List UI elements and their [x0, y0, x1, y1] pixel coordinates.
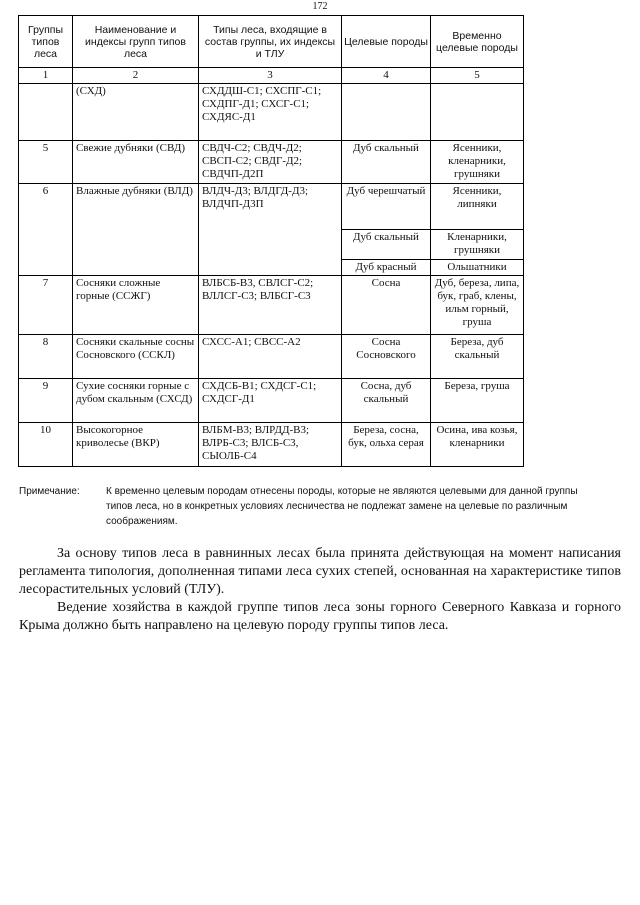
cell-target: Сосна, дуб скальный: [342, 379, 431, 423]
cell-types: СХДСБ-В1; СХДСГ-С1; СХДСГ-Д1: [199, 379, 342, 423]
column-number: 2: [73, 68, 199, 84]
cell-target: Дуб скальный: [342, 141, 431, 184]
note-label: Примечание:: [19, 486, 80, 497]
cell-temporary: Береза, груша: [431, 379, 524, 423]
cell-target: Сосна Сосновского: [342, 335, 431, 379]
cell-group: 5: [19, 141, 73, 184]
cell-target: Дуб скальный: [342, 230, 431, 260]
cell-target: [342, 84, 431, 141]
column-number: 3: [199, 68, 342, 84]
paragraph: Ведение хозяйства в каждой группе типов леса зоны горного Северного Кавказа и горного Крыма должно быть направлено на целевую породу группы типов леса.: [19, 600, 621, 633]
cell-name: Свежие дубняки (СВД): [73, 141, 199, 184]
cell-group: [19, 84, 73, 141]
forest-types-table: [18, 15, 524, 467]
paragraph: За основу типов леса в равнинных лесах была принята действующая на момент написания регламента типология, дополненная типами леса сухих степей, основанная на характеристике типов лесорастительных условий (ТЛУ).: [19, 546, 621, 597]
body-text: [19, 545, 621, 635]
table-row: [19, 379, 524, 423]
cell-group: 7: [19, 276, 73, 335]
column-number: 4: [342, 68, 431, 84]
cell-target: Береза, сосна, бук, ольха серая: [342, 423, 431, 467]
table-header-row: [19, 16, 524, 68]
cell-target: Сосна: [342, 276, 431, 335]
header-temporary: Временно целевые породы: [431, 16, 524, 68]
cell-target: Дуб красный: [342, 260, 431, 276]
cell-temporary: Дуб, береза, липа, бук, граб, клены, ильм горный, груша: [431, 276, 524, 335]
column-number: 5: [431, 68, 524, 84]
column-number-row: [19, 68, 524, 84]
cell-name: Сосняки сложные горные (ССЖГ): [73, 276, 199, 335]
cell-group: 9: [19, 379, 73, 423]
table-row: [19, 184, 524, 230]
table-row: [19, 276, 524, 335]
cell-temporary: Ясенники, липняки: [431, 184, 524, 230]
table-row: [19, 141, 524, 184]
cell-types: СХДДШ-С1; СХСПГ-С1; СХДПГ-Д1; СХСГ-С1; СХДЯС-Д1: [199, 84, 342, 141]
header-types: Типы леса, входящие в состав группы, их индексы и ТЛУ: [199, 16, 342, 68]
cell-temporary: Ясенники, кленарники, грушняки: [431, 141, 524, 184]
cell-group: 10: [19, 423, 73, 467]
table-row: [19, 335, 524, 379]
cell-types: ВЛБСБ-В3, СВЛСГ-С2; ВЛЛСГ-С3; ВЛБСГ-С3: [199, 276, 342, 335]
cell-group: 6: [19, 184, 73, 276]
page-number: 172: [312, 1, 328, 12]
cell-types: ВЛДЧ-Д3; ВЛДГД-Д3; ВЛДЧП-Д3П: [199, 184, 342, 276]
header-name: Наименование и индексы групп типов леса: [73, 16, 199, 68]
cell-types: СВДЧ-С2; СВДЧ-Д2; СВСП-С2; СВДГ-Д2; СВДЧП-Д2П: [199, 141, 342, 184]
cell-group: 8: [19, 335, 73, 379]
cell-name: (СХД): [73, 84, 199, 141]
cell-name: Сухие сосняки горные с дубом скальным (СХСД): [73, 379, 199, 423]
cell-types: СХСС-А1; СВСС-А2: [199, 335, 342, 379]
cell-temporary: Береза, дуб скальный: [431, 335, 524, 379]
cell-name: Высокогорное криволесье (ВКР): [73, 423, 199, 467]
column-number: 1: [19, 68, 73, 84]
cell-target: Дуб черешчатый: [342, 184, 431, 230]
cell-name: Сосняки скальные сосны Сосновского (ССКЛ): [73, 335, 199, 379]
cell-name: Влажные дубняки (ВЛД): [73, 184, 199, 276]
cell-temporary: Ольшатники: [431, 260, 524, 276]
table-row: [19, 423, 524, 467]
table-row: [19, 84, 524, 141]
header-target: Целевые породы: [342, 16, 431, 68]
cell-temporary: [431, 84, 524, 141]
header-group: Группы типов леса: [19, 16, 73, 68]
cell-temporary: Осина, ива козья, кленарники: [431, 423, 524, 467]
note-text: К временно целевым породам отнесены породы, которые не являются целевыми для данной группы типов леса, но в конкретных условиях лесничества не подлежат замене на целевые по различным соображениям.: [106, 486, 578, 527]
cell-types: ВЛБМ-В3; ВЛРДД-В3; ВЛРБ-С3; ВЛСБ-С3, СЫОЛБ-С4: [199, 423, 342, 467]
cell-temporary: Кленарники, грушняки: [431, 230, 524, 260]
